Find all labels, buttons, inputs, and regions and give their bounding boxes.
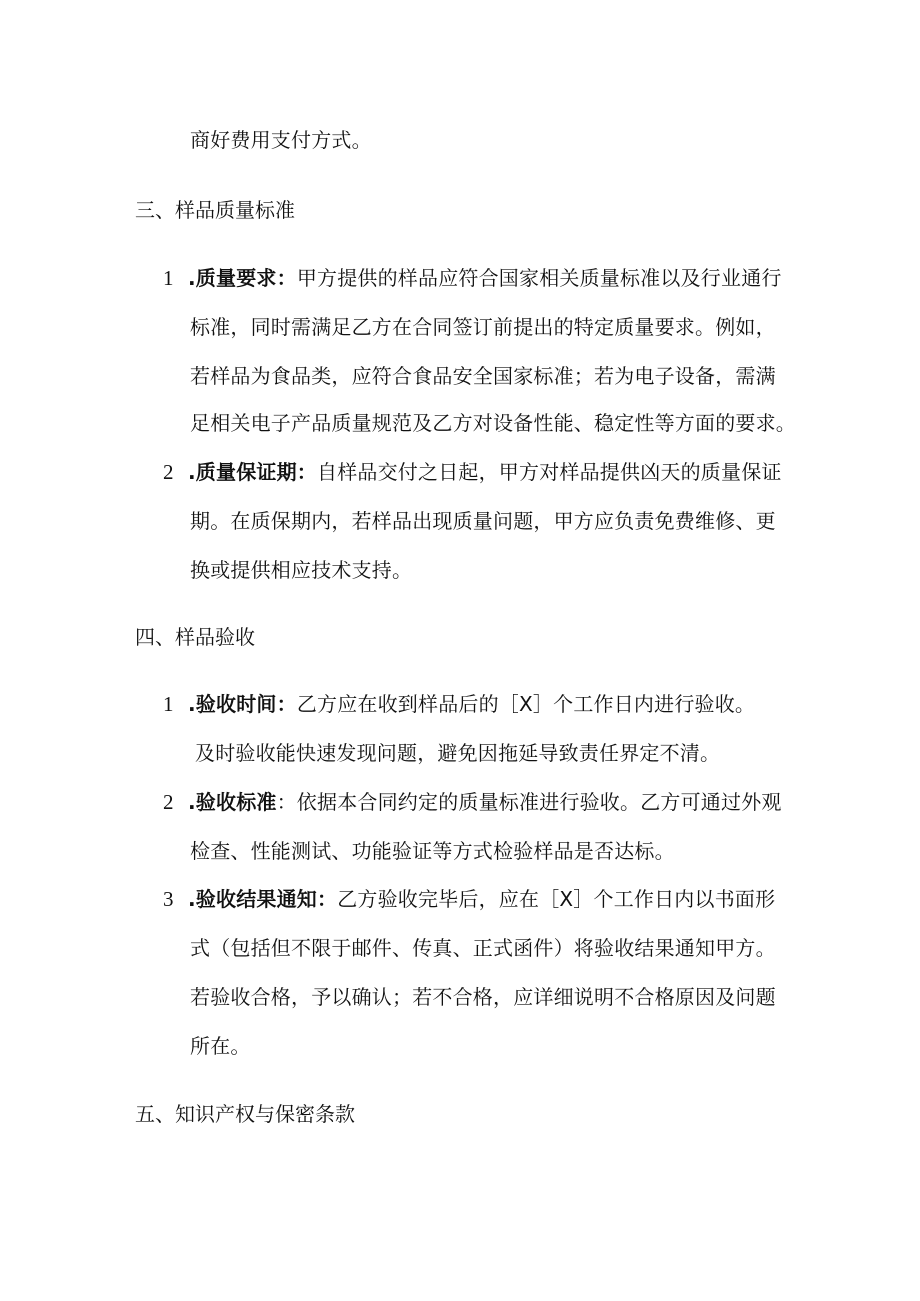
list-item-line: [188, 458, 782, 486]
item-number: 1: [163, 266, 174, 290]
list-item-line: 及时验收能快速发现问题，避免因拖延导致责任界定不清。: [195, 741, 721, 765]
item-term: .质量保证期：: [188, 460, 317, 484]
list-item-line: 所在。: [190, 1034, 251, 1058]
item-term: .验收时间：: [188, 692, 297, 716]
item-text: 自样品交付之日起，甲方对样品提供凶天的质量保证: [317, 460, 782, 484]
section-3-heading: 三、样品质量标准: [135, 198, 295, 222]
section-4-heading: 四、样品验收: [135, 625, 255, 649]
item-number: 3: [163, 887, 174, 911]
item-number: 2: [163, 460, 174, 484]
list-item-line: 检查、性能测试、功能验证等方式检验样品是否达标。: [190, 839, 675, 863]
continuation-text: 商好费用支付方式。: [190, 128, 372, 152]
item-term: .验收结果通知：: [188, 887, 338, 911]
list-item-line: 期。在质保期内，若样品出现质量问题，甲方应负责免费维修、更: [190, 509, 776, 533]
list-item-line: [188, 885, 775, 913]
list-item-line: [188, 788, 782, 816]
item-text: 乙方验收完毕后，应在［X］个工作日内以书面形: [337, 887, 776, 911]
list-item-line: 换或提供相应技术支持。: [190, 558, 413, 582]
item-text: 乙方应在收到样品后的［X］个工作日内进行验收。: [296, 692, 756, 716]
item-text: ：依据本合同约定的质量标准进行验收。乙方可通过外观: [276, 790, 782, 814]
item-text: 甲方提供的样品应符合国家相关质量标准以及行业通行: [296, 266, 782, 290]
list-item-line: 式（包括但不限于邮件、传真、正式函件）将验收结果通知甲方。: [190, 936, 776, 960]
list-item-line: 若验收合格，予以确认；若不合格，应详细说明不合格原因及问题: [190, 985, 776, 1009]
list-item-line: [188, 264, 782, 292]
section-5-heading: 五、知识产权与保密条款: [135, 1102, 355, 1126]
list-item-line: 标准，同时需满足乙方在合同签订前提出的特定质量要求。例如，: [190, 315, 776, 339]
item-term: .质量要求：: [188, 266, 297, 290]
list-item-line: 若样品为食品类，应符合食品安全国家标准；若为电子设备，需满: [190, 364, 776, 388]
item-term: .验收标准: [188, 790, 277, 814]
item-number: 2: [163, 790, 174, 814]
item-number: 1: [163, 692, 174, 716]
list-item-line: 足相关电子产品质量规范及乙方对设备性能、稳定性等方面的要求。: [190, 411, 796, 435]
list-item-line: [188, 690, 755, 718]
